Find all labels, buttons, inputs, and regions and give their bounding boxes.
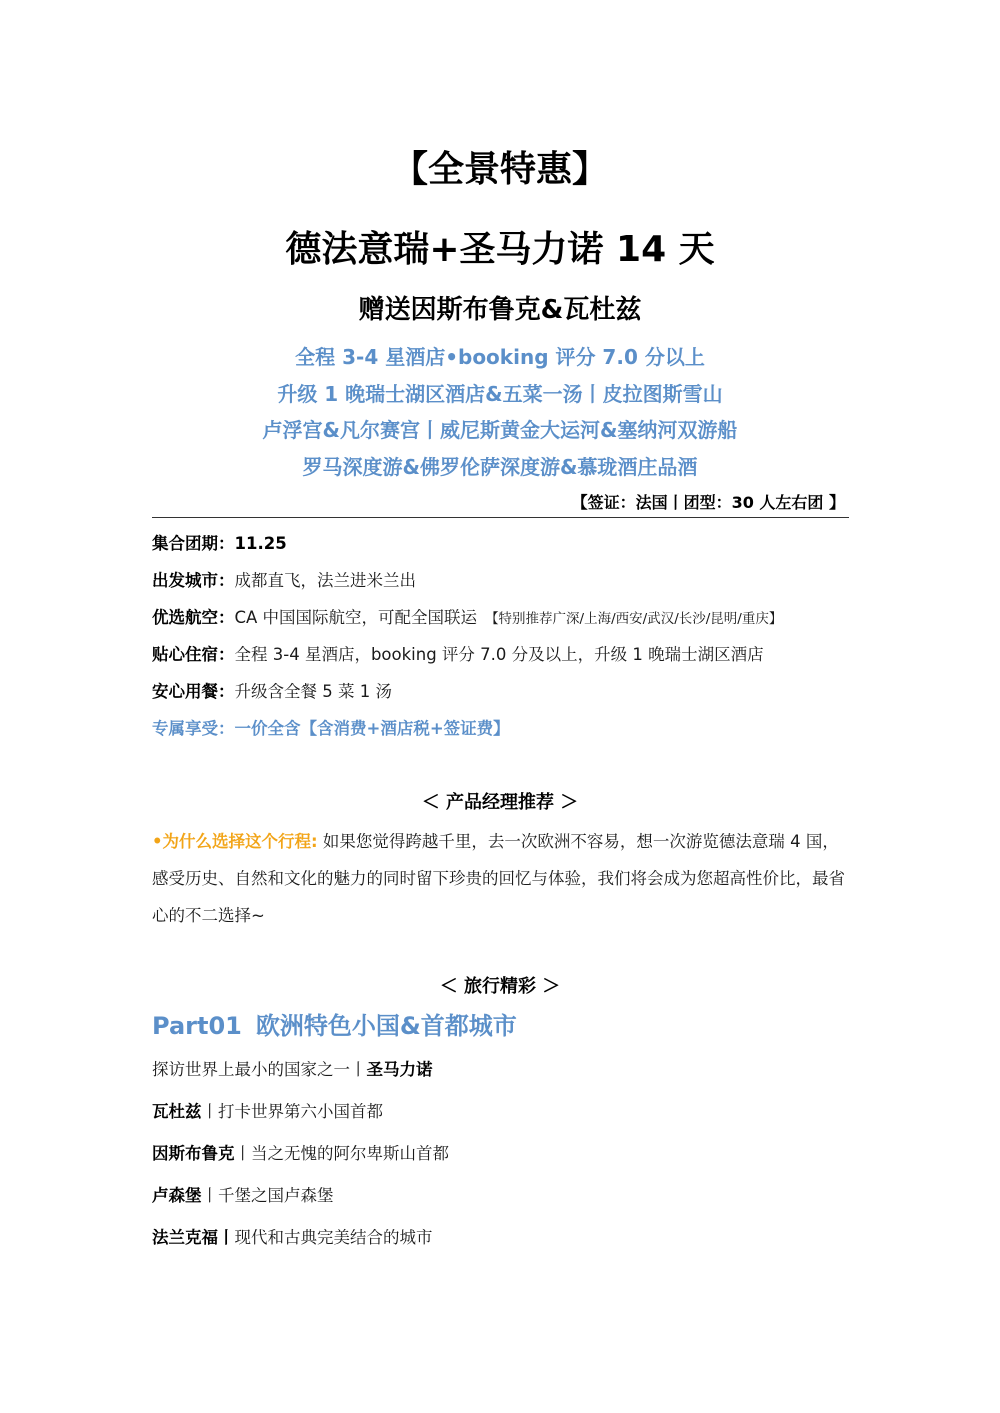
info-value: CA 中国国际航空，可配全国联运 xyxy=(234,608,478,627)
list-item xyxy=(152,1224,433,1248)
info-label: 集合团期： xyxy=(152,534,235,553)
highlight-line: 罗马深度游&佛罗伦萨深度游&慕珑酒庄品酒 xyxy=(302,455,698,479)
info-city xyxy=(152,567,416,591)
part-heading xyxy=(152,1006,517,1041)
info-value: 升级含全餐 5 菜 1 汤 xyxy=(234,682,392,701)
info-airline xyxy=(152,604,782,628)
item-bold: 因斯布鲁克 xyxy=(152,1144,235,1163)
info-label: 优选航空： xyxy=(152,608,235,627)
part-title: 欧洲特色小国&首都城市 xyxy=(255,1012,517,1040)
info-label: 贴心住宿： xyxy=(152,645,235,664)
part-number: Part01 xyxy=(152,1012,242,1040)
item-post: 现代和古典完美结合的城市 xyxy=(234,1228,433,1247)
why-colon: : xyxy=(311,832,318,851)
page-title: 德法意瑞+圣马力诺 14 天 xyxy=(285,229,715,270)
info-note: 【特别推荐广深/上海/西安/武汉/长沙/昆明/重庆】 xyxy=(485,611,783,627)
why-label: •为什么选择这个行程 xyxy=(152,832,312,851)
list-item xyxy=(152,1056,433,1080)
divider xyxy=(152,517,849,518)
item-post: 丨当之无愧的阿尔卑斯山首都 xyxy=(234,1144,449,1163)
item-bold: 法兰克福丨 xyxy=(152,1228,235,1247)
info-exclusive xyxy=(152,715,510,739)
why-paragraph xyxy=(152,823,852,934)
item-bold: 卢森堡 xyxy=(152,1186,202,1205)
info-meal xyxy=(152,678,392,702)
list-item xyxy=(152,1098,383,1122)
item-bold: 瓦杜兹 xyxy=(152,1102,202,1121)
item-pre: 探访世界上最小的国家之一丨 xyxy=(152,1060,367,1079)
info-value: 11.25 xyxy=(234,534,287,553)
item-bold: 圣马力诺 xyxy=(366,1060,433,1079)
info-hotel xyxy=(152,641,764,665)
highlight-line: 升级 1 晚瑞士湖区酒店&五菜一汤丨皮拉图斯雪山 xyxy=(277,382,723,406)
info-label: 专属享受： xyxy=(152,719,235,738)
list-item xyxy=(152,1140,449,1164)
item-post: 丨打卡世界第六小国首都 xyxy=(201,1102,383,1121)
info-label: 安心用餐： xyxy=(152,682,235,701)
info-value: 全程 3-4 星酒店，booking 评分 7.0 分及以上，升级 1 晚瑞士湖区酒店 xyxy=(234,645,764,664)
info-value: 一价全含【含消费+酒店税+签证费】 xyxy=(234,719,510,738)
highlight-line: 卢浮宫&凡尔赛宫丨威尼斯黄金大运河&塞纳河双游船 xyxy=(262,418,738,442)
info-value: 成都直飞，法兰进米兰出 xyxy=(234,571,416,590)
page-subtitle: 赠送因斯布鲁克&瓦杜兹 xyxy=(358,295,642,325)
visa-group-info: 【签证：法国丨团型：30 人左右团 】 xyxy=(571,493,845,512)
section-heading-recommend: ＜ 产品经理推荐 ＞ xyxy=(421,792,579,813)
why-text: 如果您觉得跨越千里，去一次欧洲不容易，想一次游览德法意瑞 4 国，感受历史、自然和文化的魅力的同时留下珍贵的回忆与体验，我们将会成为您超高性价比，最省心的不二选择~ xyxy=(152,832,845,925)
section-heading-highlights: ＜ 旅行精彩 ＞ xyxy=(439,976,561,997)
item-post: 丨千堡之国卢森堡 xyxy=(201,1186,334,1205)
page-title-tag: 【全景特惠】 xyxy=(391,149,608,190)
info-date xyxy=(152,530,287,554)
list-item xyxy=(152,1182,334,1206)
highlight-line: 全程 3-4 星酒店•booking 评分 7.0 分以上 xyxy=(295,345,705,369)
info-label: 出发城市： xyxy=(152,571,235,590)
